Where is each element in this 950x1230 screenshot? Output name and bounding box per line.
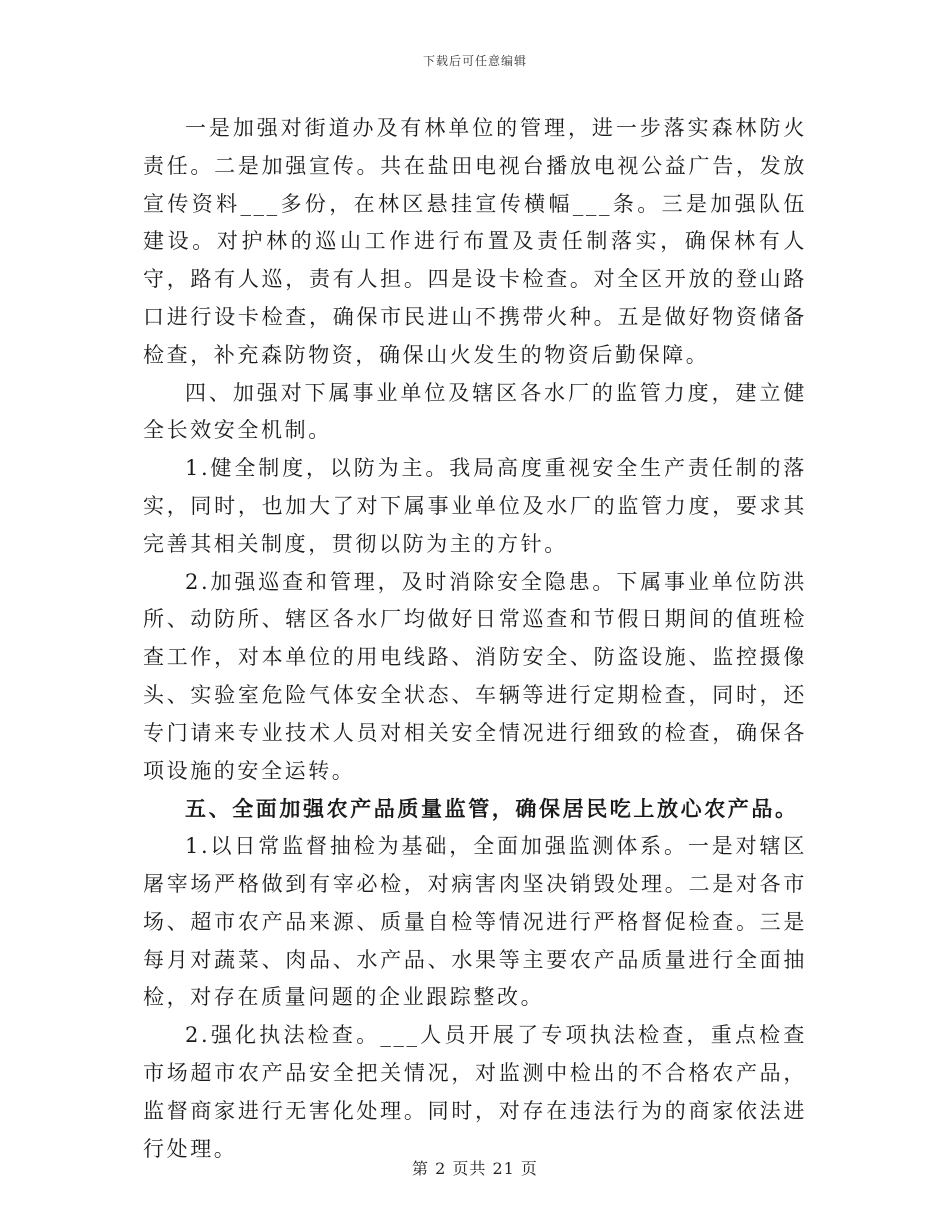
page-number-footer: 第 2 页共 21 页 [412,1159,538,1178]
paragraph-item-1-monitoring: 1.以日常监督抽检为基础，全面加强监测体系。一是对辖区屠宰场严格做到有宰必检，对病害肉坚决销毁处理。二是对各市场、超市农产品来源、质量自检等情况进行严格督促检查。三是每月对蔬菜、肉品、水产品、水果等主要农产品质量进行全面抽检，对存在质量问题的企业跟踪整改。 [143,834,807,1010]
document-body [143,110,807,1168]
paragraph-item-1-system: 1.健全制度，以防为主。我局高度重视安全生产责任制的落实，同时，也加大了对下属事业单位及水厂的监管力度，要求其完善其相关制度，贯彻以防为主的方针。 [143,456,807,556]
paragraph-forest-fire-prevention: 一是加强对街道办及有林单位的管理，进一步落实森林防火责任。二是加强宣传。共在盐田电视台播放电视公益广告，发放宣传资料___多份，在林区悬挂宣传横幅___条。三是加强队伍建设。对护林的巡山工作进行布置及责任制落实，确保林有人守，路有人巡，责有人担。四是设卡检查。对全区开放的登山路口进行设卡检查，确保市民进山不携带火种。五是做好物资储备检查，补充森防物资，确保山火发生的物资后勤保障。 [143,116,807,367]
paragraph-item-2-enforcement: 2.强化执法检查。___人员开展了专项执法检查，重点检查市场超市农产品安全把关情况，对监测中检出的不合格农产品，监督商家进行无害化处理。同时，对存在违法行为的商家依法进行处理。 [143,1023,807,1161]
page-header-note: 下载后可任意编辑 [422,54,527,68]
paragraph-section-four-heading: 四、加强对下属事业单位及辖区各水厂的监管力度，建立健全长效安全机制。 [143,380,807,443]
section-five-heading: 五、全面加强农产品质量监管，确保居民吃上放心农产品。 [185,796,799,822]
paragraph-item-2-inspection: 2.加强巡查和管理，及时消除安全隐患。下属事业单位防洪所、动防所、辖区各水厂均做好日常巡查和节假日期间的值班检查工作，对本单位的用电线路、消防安全、防盗设施、监控摄像头、实验室危险气体安全状态、车辆等进行定期检查，同时，还专门请来专业技术人员对相关安全情况进行细致的检查，确保各项设施的安全运转。 [143,569,807,783]
